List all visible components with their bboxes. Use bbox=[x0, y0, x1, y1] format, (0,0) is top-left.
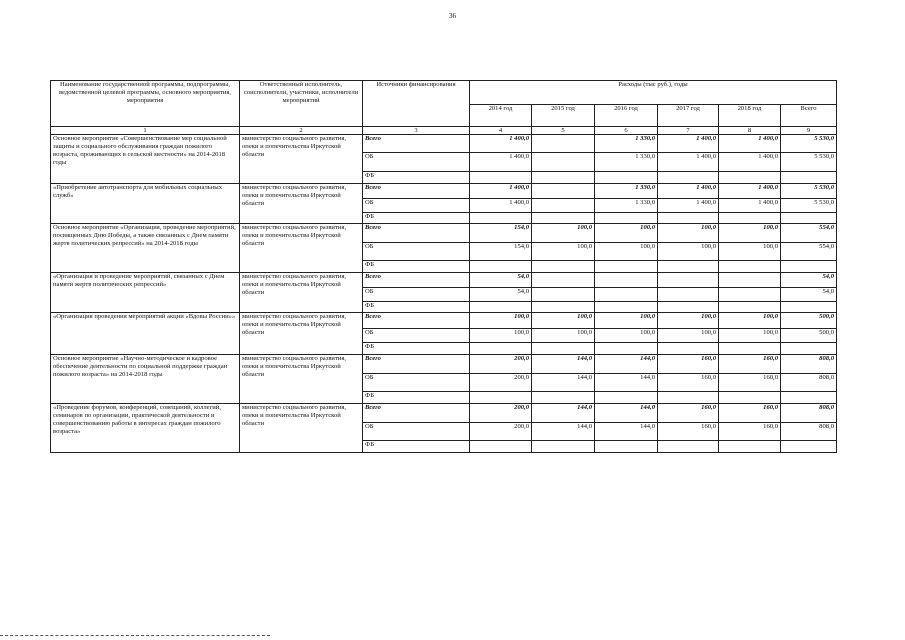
amount-year bbox=[719, 288, 781, 302]
amount-year: 1 400,0 bbox=[719, 153, 781, 172]
amount-year bbox=[595, 441, 658, 453]
funding-source: ФБ bbox=[363, 261, 470, 273]
amount-year bbox=[532, 441, 595, 453]
amount-total: 808,0 bbox=[781, 355, 837, 374]
amount-year bbox=[595, 172, 658, 184]
amount-year: 1 400,0 bbox=[470, 135, 532, 153]
header-total: Всего bbox=[781, 105, 837, 127]
activity-name: «Проведение форумов, конференций, совещаний, коллегий, семинаров по организации, практической деятельности и совершенствованию работы в интересах граждан пожилого возраста» bbox=[51, 404, 240, 453]
amount-year: 100,0 bbox=[719, 243, 781, 261]
responsible-executor: министерство социального развития, опеки и попечительства Иркутской области bbox=[240, 184, 363, 224]
amount-year bbox=[595, 213, 658, 224]
amount-year: 160,0 bbox=[719, 423, 781, 441]
amount-year: 100,0 bbox=[532, 313, 595, 329]
amount-year bbox=[719, 343, 781, 355]
amount-year bbox=[532, 343, 595, 355]
funding-source: Всего bbox=[363, 135, 470, 153]
amount-total bbox=[781, 392, 837, 404]
table-row bbox=[51, 355, 837, 374]
amount-total bbox=[781, 343, 837, 355]
amount-year: 1 400,0 bbox=[658, 153, 719, 172]
funding-source: ОБ bbox=[363, 199, 470, 213]
amount-total bbox=[781, 172, 837, 184]
funding-source: ФБ bbox=[363, 302, 470, 313]
amount-year bbox=[595, 261, 658, 273]
amount-year: 1 400,0 bbox=[719, 135, 781, 153]
funding-source: ФБ bbox=[363, 172, 470, 184]
amount-year bbox=[658, 213, 719, 224]
amount-total: 554,0 bbox=[781, 224, 837, 243]
amount-year: 100,0 bbox=[595, 243, 658, 261]
amount-year: 1 400,0 bbox=[470, 184, 532, 199]
amount-year: 100,0 bbox=[658, 329, 719, 343]
amount-year: 1 400,0 bbox=[719, 199, 781, 213]
amount-year bbox=[470, 261, 532, 273]
amount-year: 200,0 bbox=[470, 374, 532, 392]
amount-total bbox=[781, 261, 837, 273]
amount-year: 160,0 bbox=[658, 374, 719, 392]
amount-year bbox=[595, 343, 658, 355]
amount-year: 100,0 bbox=[595, 329, 658, 343]
amount-year bbox=[719, 302, 781, 313]
bottom-divider bbox=[0, 635, 270, 637]
amount-year bbox=[658, 392, 719, 404]
funding-source: ФБ bbox=[363, 343, 470, 355]
funding-source: ОБ bbox=[363, 423, 470, 441]
amount-total: 5 530,0 bbox=[781, 199, 837, 213]
amount-total: 500,0 bbox=[781, 313, 837, 329]
responsible-executor: министерство социального развития, опеки и попечительства Иркутской области bbox=[240, 273, 363, 313]
amount-total bbox=[781, 302, 837, 313]
funding-source: ФБ bbox=[363, 392, 470, 404]
table-row bbox=[51, 273, 837, 288]
amount-year: 144,0 bbox=[595, 374, 658, 392]
amount-year: 100,0 bbox=[719, 224, 781, 243]
header-year: 2014 год bbox=[470, 105, 532, 127]
funding-source: Всего bbox=[363, 224, 470, 243]
header-expenses: Расходы (тыс руб.), годы bbox=[470, 81, 837, 105]
amount-year: 160,0 bbox=[719, 374, 781, 392]
amount-year: 154,0 bbox=[470, 243, 532, 261]
amount-year: 1 400,0 bbox=[719, 184, 781, 199]
amount-year bbox=[658, 343, 719, 355]
amount-year: 144,0 bbox=[595, 355, 658, 374]
table-row bbox=[51, 404, 837, 423]
amount-year bbox=[595, 288, 658, 302]
column-number: 3 bbox=[363, 127, 470, 135]
amount-year: 100,0 bbox=[470, 329, 532, 343]
funding-source: ФБ bbox=[363, 213, 470, 224]
amount-year bbox=[470, 213, 532, 224]
header-year: 2017 год bbox=[658, 105, 719, 127]
expenses-table bbox=[50, 80, 837, 453]
amount-year: 144,0 bbox=[595, 404, 658, 423]
amount-year bbox=[470, 172, 532, 184]
amount-year bbox=[532, 172, 595, 184]
amount-year bbox=[532, 135, 595, 153]
amount-total bbox=[781, 213, 837, 224]
column-number: 4 bbox=[470, 127, 532, 135]
amount-year: 1 400,0 bbox=[470, 153, 532, 172]
amount-year: 1 400,0 bbox=[658, 199, 719, 213]
amount-year bbox=[719, 441, 781, 453]
amount-year: 144,0 bbox=[532, 404, 595, 423]
amount-total: 554,0 bbox=[781, 243, 837, 261]
header-responsible: Ответственный исполнитель, соисполнители, участники, исполнители мероприятий bbox=[240, 81, 363, 127]
amount-year: 160,0 bbox=[719, 355, 781, 374]
amount-year: 100,0 bbox=[719, 329, 781, 343]
amount-year: 100,0 bbox=[658, 243, 719, 261]
amount-year bbox=[658, 273, 719, 288]
amount-year: 160,0 bbox=[658, 423, 719, 441]
table-row bbox=[51, 224, 837, 243]
amount-total bbox=[781, 441, 837, 453]
funding-source: ОБ bbox=[363, 374, 470, 392]
activity-name: Основное мероприятие «Научно-методическое и кадровое обеспечение деятельности по социальной поддержке граждан пожилого возраста» на 2014-2018 годы bbox=[51, 355, 240, 404]
amount-year bbox=[658, 288, 719, 302]
amount-year bbox=[532, 213, 595, 224]
amount-year: 144,0 bbox=[532, 355, 595, 374]
amount-year: 1 330,0 bbox=[595, 184, 658, 199]
amount-year: 160,0 bbox=[658, 355, 719, 374]
amount-year: 154,0 bbox=[470, 224, 532, 243]
amount-year bbox=[532, 273, 595, 288]
amount-year bbox=[658, 441, 719, 453]
funding-source: Всего bbox=[363, 184, 470, 199]
table-row bbox=[51, 184, 837, 199]
responsible-executor: министерство социального развития, опеки и попечительства Иркутской области bbox=[240, 355, 363, 404]
amount-year bbox=[532, 199, 595, 213]
amount-year bbox=[719, 273, 781, 288]
amount-year bbox=[532, 261, 595, 273]
amount-year bbox=[595, 302, 658, 313]
column-number: 9 bbox=[781, 127, 837, 135]
column-number: 5 bbox=[532, 127, 595, 135]
amount-year: 1 400,0 bbox=[658, 135, 719, 153]
responsible-executor: министерство социального развития, опеки и попечительства Иркутской области bbox=[240, 404, 363, 453]
amount-total: 808,0 bbox=[781, 423, 837, 441]
amount-year bbox=[719, 392, 781, 404]
amount-total: 808,0 bbox=[781, 404, 837, 423]
amount-total: 54,0 bbox=[781, 288, 837, 302]
amount-year bbox=[532, 184, 595, 199]
column-number: 6 bbox=[595, 127, 658, 135]
amount-year bbox=[658, 261, 719, 273]
amount-year bbox=[470, 392, 532, 404]
amount-year: 144,0 bbox=[595, 423, 658, 441]
amount-year: 1 400,0 bbox=[658, 184, 719, 199]
responsible-executor: министерство социального развития, опеки и попечительства Иркутской области bbox=[240, 224, 363, 273]
table-row bbox=[51, 313, 837, 329]
amount-year bbox=[719, 213, 781, 224]
amount-year: 200,0 bbox=[470, 423, 532, 441]
column-number: 1 bbox=[51, 127, 240, 135]
funding-source: ФБ bbox=[363, 441, 470, 453]
amount-year: 100,0 bbox=[532, 329, 595, 343]
amount-year: 100,0 bbox=[658, 224, 719, 243]
amount-year: 1 330,0 bbox=[595, 153, 658, 172]
amount-year bbox=[532, 288, 595, 302]
header-sources: Источники финансирования bbox=[363, 81, 470, 127]
header-year: 2018 год bbox=[719, 105, 781, 127]
column-number: 8 bbox=[719, 127, 781, 135]
amount-year: 100,0 bbox=[470, 313, 532, 329]
amount-year bbox=[532, 392, 595, 404]
amount-year: 100,0 bbox=[719, 313, 781, 329]
amount-total: 808,0 bbox=[781, 374, 837, 392]
responsible-executor: министерство социального развития, опеки и попечительства Иркутской области bbox=[240, 313, 363, 355]
amount-year: 54,0 bbox=[470, 288, 532, 302]
amount-total: 54,0 bbox=[781, 273, 837, 288]
amount-year: 160,0 bbox=[658, 404, 719, 423]
activity-name: Основное мероприятие «Совершенствование мер социальной защиты и социального обслуживания граждан пожилого возраста, проживающих в сельской местности» на 2014-2018 годы bbox=[51, 135, 240, 184]
amount-total: 5 530,0 bbox=[781, 153, 837, 172]
table-row bbox=[51, 135, 837, 153]
amount-year: 100,0 bbox=[595, 224, 658, 243]
activity-name: «Организация и проведение мероприятий, связанных с Днем памяти жертв политических репрессий» bbox=[51, 273, 240, 313]
amount-year: 144,0 bbox=[532, 423, 595, 441]
activity-name: «Приобретение автотранспорта для мобильных социальных служб» bbox=[51, 184, 240, 224]
funding-source: ОБ bbox=[363, 329, 470, 343]
amount-year: 200,0 bbox=[470, 355, 532, 374]
activity-name: Основное мероприятие «Организация, проведение мероприятий, посвященных Дню Победы, а также связанных с Днем памяти жертв политических репрессий» на 2014-2018 годы bbox=[51, 224, 240, 273]
amount-year bbox=[532, 302, 595, 313]
amount-total: 5 530,0 bbox=[781, 135, 837, 153]
amount-year bbox=[658, 172, 719, 184]
header-year: 2015 год bbox=[532, 105, 595, 127]
amount-year bbox=[470, 441, 532, 453]
amount-year: 144,0 bbox=[532, 374, 595, 392]
amount-year: 200,0 bbox=[470, 404, 532, 423]
amount-year bbox=[532, 153, 595, 172]
funding-source: Всего bbox=[363, 355, 470, 374]
funding-source: Всего bbox=[363, 404, 470, 423]
amount-year: 100,0 bbox=[595, 313, 658, 329]
amount-year: 160,0 bbox=[719, 404, 781, 423]
amount-year bbox=[658, 302, 719, 313]
amount-year: 100,0 bbox=[532, 243, 595, 261]
amount-year: 100,0 bbox=[532, 224, 595, 243]
page-number: 36 bbox=[449, 12, 456, 20]
header-year: 2016 год bbox=[595, 105, 658, 127]
amount-year: 1 330,0 bbox=[595, 135, 658, 153]
funding-source: Всего bbox=[363, 273, 470, 288]
funding-source: ОБ bbox=[363, 243, 470, 261]
funding-source: Всего bbox=[363, 313, 470, 329]
column-number: 2 bbox=[240, 127, 363, 135]
amount-year: 100,0 bbox=[658, 313, 719, 329]
amount-year bbox=[595, 273, 658, 288]
responsible-executor: министерство социального развития, опеки и попечительства Иркутской области bbox=[240, 135, 363, 184]
amount-year: 1 400,0 bbox=[470, 199, 532, 213]
funding-source: ОБ bbox=[363, 153, 470, 172]
amount-year bbox=[719, 172, 781, 184]
amount-year: 54,0 bbox=[470, 273, 532, 288]
amount-year bbox=[470, 343, 532, 355]
amount-year bbox=[595, 392, 658, 404]
amount-year: 1 330,0 bbox=[595, 199, 658, 213]
column-number: 7 bbox=[658, 127, 719, 135]
amount-total: 5 530,0 bbox=[781, 184, 837, 199]
activity-name: «Организация проведения мероприятий акции «Вдовы России»» bbox=[51, 313, 240, 355]
amount-year bbox=[719, 261, 781, 273]
amount-year bbox=[470, 302, 532, 313]
funding-source: ОБ bbox=[363, 288, 470, 302]
amount-total: 500,0 bbox=[781, 329, 837, 343]
header-name: Наименование государственной программы, подпрограммы, ведомственной целевой программы, основного мероприятия, мероприятия bbox=[51, 81, 240, 127]
